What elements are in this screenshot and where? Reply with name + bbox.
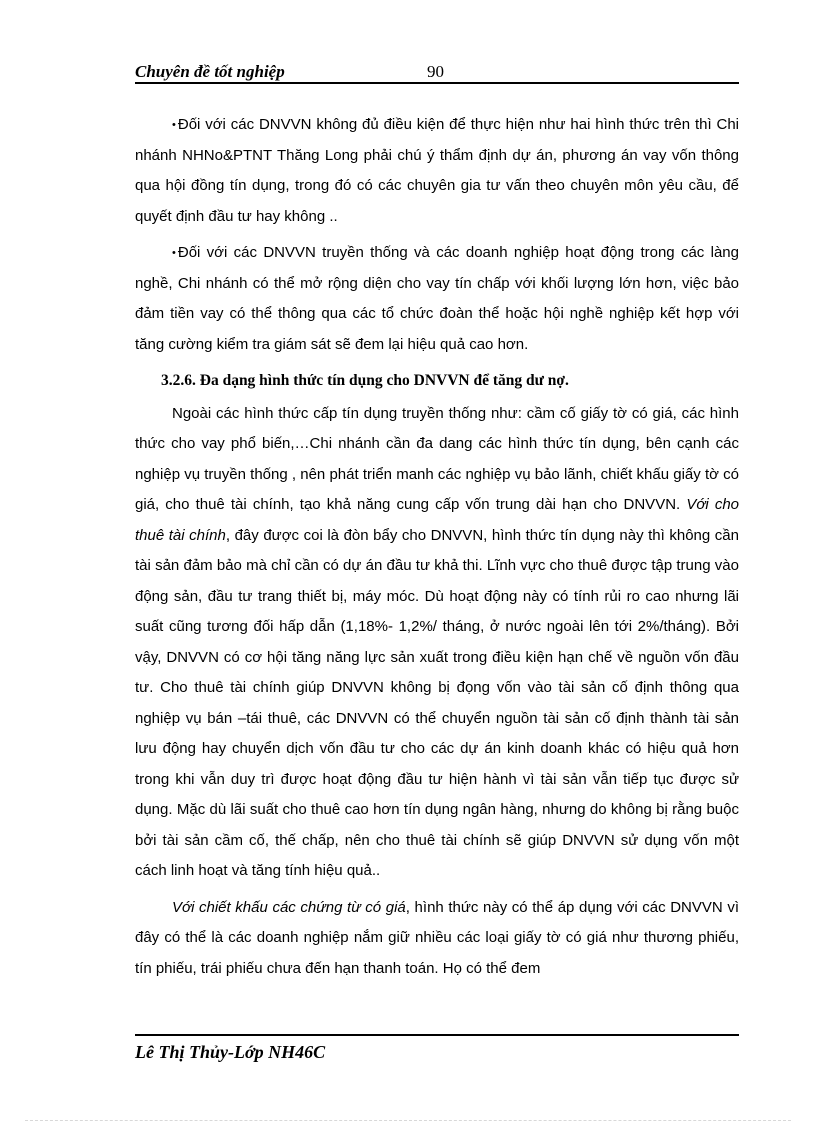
body-text xyxy=(135,110,739,990)
page-header xyxy=(135,60,739,84)
footer-divider xyxy=(135,1034,739,1036)
bullet-icon: • xyxy=(172,247,176,259)
italic-term: Với cho thuê tài chính xyxy=(135,496,740,544)
paragraph-4 xyxy=(135,893,739,985)
section-heading: 3.2.6. Đa dạng hình thức tín dụng cho DNVVN để tăng dư nợ. xyxy=(161,372,569,389)
page-edge-divider xyxy=(25,1120,791,1121)
paragraph-text: Ngoài các hình thức cấp tín dụng truyền thống như: cầm cố giấy tờ có giá, các hình thức cho vay phổ biến,…Chi nhánh cần đa dang các hình thức tín dụng, bên cạnh các nghiệp vụ truyền thống , nên phát triển manh các nghiệp vụ bảo lãnh, chiết khấu giấy tờ có giá, cho thuê tài chính, tạo khả năng cung cấp vốn trung dài hạn cho DNVVN. xyxy=(135,404,739,513)
paragraph-text: Đối với các DNVVN truyền thống và các doanh nghiệp hoạt động trong các làng nghề, Chi nhánh có thể mở rộng diện cho vay tín chấp với khối lượng lớn hơn, việc bảo đảm tiền vay có thể thông qua các tổ chức đoàn thể hoặc hội nghề nghiệp kết hợp với tăng cường kiểm tra giám sát sẽ đem lại hiệu quả cao hơn. xyxy=(135,244,739,353)
paragraph-text: Đối với các DNVVN không đủ điều kiện để thực hiện như hai hình thức trên thì Chi nhánh NHNo&PTNT Thăng Long phải chú ý thẩm định dự án, phương án vay vốn thông qua hội đồng tín dụng, trong đó có các chuyên gia tư vấn theo chuyên môn yêu cầu, để quyết định đầu tư hay không .. xyxy=(135,116,739,225)
page-number: 90 xyxy=(427,62,444,81)
paragraph-bullet-1 xyxy=(135,110,739,232)
paragraph-text: , hình thức này có thể áp dụng với các DNVVN vì đây có thể là các doanh nghiệp nắm giữ nhiều các loại giấy tờ có giá như thương phiếu, tín phiếu, trái phiếu chưa đến hạn thanh toán. Họ có thể đem xyxy=(135,898,739,977)
italic-term: Với chiết khấu các chứng từ có giá xyxy=(172,898,406,916)
paragraph-bullet-2 xyxy=(135,238,739,360)
header-title: Chuyên đề tốt nghiệp xyxy=(135,62,285,81)
bullet-icon: • xyxy=(172,119,176,131)
paragraph-text: , đây được coi là đòn bẩy cho DNVVN, hình thức tín dụng này thì không cần tài sản đảm bảo mà chỉ cần có dự án đầu tư khả thi. Lĩnh vực cho thuê được tập trung vào động sản, đầu tư trang thiết bị, máy móc. Dù hoạt động này có tính rủi ro cao nhưng lãi suất cũng tương đối hấp dẫn (1,18%- 1,2%/ tháng, ở nước ngoài lên tới 2%/tháng). Bởi vậy, DNVVN có cơ hội tăng năng lực sản xuất trong điều kiện hạn chế về nguồn vốn đầu tư. Cho thuê tài chính giúp DNVVN không bị đọng vốn vào tài sản cố định thông qua nghiệp vụ bán –tái thuê, các DNVVN có thể chuyển nguồn tài sản cố định thành tài sản lưu động hay chuyển dịch vốn đầu tư cho các dự án kinh doanh khác có hiệu quả hơn trong khi vẫn duy trì được hoạt động đầu tư hiện hành vì tài sản vẫn tiếp tục được sử dụng. Mặc dù lãi suất cho thuê cao hơn tín dụng ngân hàng, nhưng do không bị rằng buộc bởi tài sản cầm cố, thế chấp, nên cho thuê tài chính sẽ giúp DNVVN sử dụng vốn một cách linh hoạt và tăng tính hiệu quả.. xyxy=(135,526,739,879)
footer-author: Lê Thị Thủy-Lớp NH46C xyxy=(135,1042,326,1062)
paragraph-3 xyxy=(135,399,739,887)
